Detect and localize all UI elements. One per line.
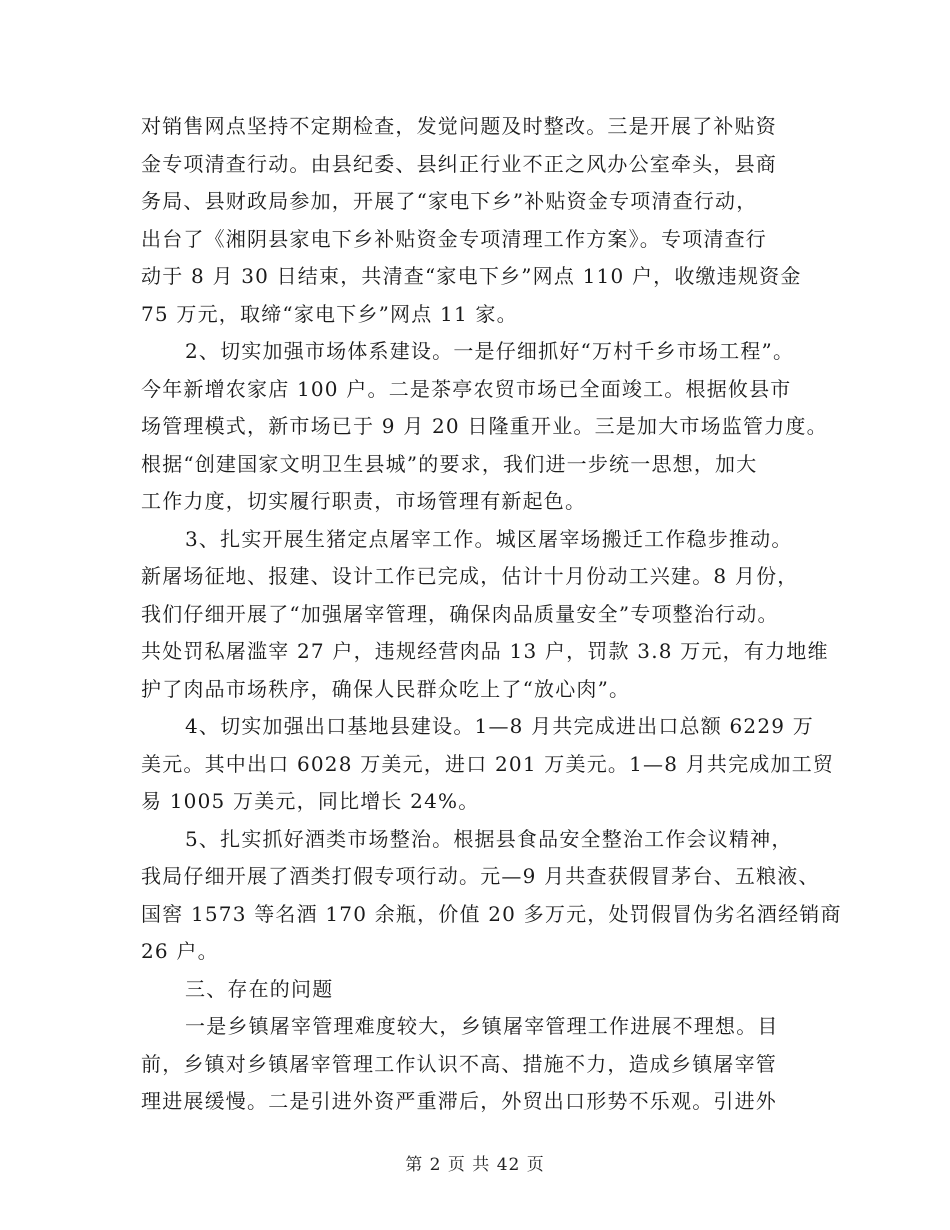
text-line: 易 1005 万美元，同比增长 24%。 — [141, 789, 480, 813]
text-line: 75 万元，取缔“家电下乡”网点 11 家。 — [141, 301, 518, 326]
text-line: 务局、县财政局参加，开展了“家电下乡”补贴资金专项清查行动， — [141, 189, 758, 213]
text-line: 三、存在的问题 — [185, 976, 334, 1001]
text-line: 工作力度，切实履行职责，市场管理有新起色。 — [141, 489, 587, 513]
text-line: 今年新增农家店 100 户。二是茶亭农贸市场已全面竣工。根据攸县市 — [141, 376, 792, 401]
text-line: 26 户。 — [141, 939, 219, 963]
text-line: 美元。其中出口 6028 万美元，进口 201 万美元。1—8 月共完成加工贸 — [141, 751, 835, 776]
text-line: 场管理模式，新市场已于 9 月 20 日隆重开业。三是加大市场监管力度。 — [141, 414, 828, 438]
text-line: 我局仔细开展了酒类打假专项行动。元—9 月共查获假冒茅台、五粮液、 — [141, 864, 820, 888]
text-line: 我们仔细开展了“加强屠宰管理，确保肉品质量安全”专项整治行动。 — [141, 601, 779, 626]
text-line: 4、切实加强出口基地县建设。1—8 月共完成进出口总额 6229 万 — [185, 714, 814, 738]
text-line: 一是乡镇屠宰管理难度较大，乡镇屠宰管理工作进展不理想。目 — [185, 1014, 779, 1038]
text-line: 出台了《湘阴县家电下乡补贴资金专项清理工作方案》。专项清查行 — [141, 226, 767, 251]
document-body — [141, 108, 842, 1121]
text-line: 国窖 1573 等名酒 170 余瓶，价值 20 多万元，处罚假冒伪劣名酒经销商 — [141, 901, 842, 926]
text-line: 3、扎实开展生猪定点屠宰工作。城区屠宰场搬迁工作稳步推动。 — [185, 526, 793, 551]
page-footer: 第 2 页 共 42 页 — [405, 1155, 545, 1175]
text-line: 护了肉品市场秩序，确保人民群众吃上了“放心肉”。 — [141, 676, 631, 701]
text-line: 对销售网点坚持不定期检查，发觉问题及时整改。三是开展了补贴资 — [141, 114, 777, 138]
text-line: 共处罚私屠滥宰 27 户，违规经营肉品 13 户，罚款 3.8 万元，有力地维 — [141, 639, 829, 663]
text-line: 金专项清查行动。由县纪委、县纠正行业不正之风办公室牵头，县商 — [141, 151, 777, 176]
text-line: 动于 8 月 30 日结束，共清查“家电下乡”网点 110 户，收缴违规资金 — [141, 264, 802, 288]
text-line: 理进展缓慢。二是引进外资严重滞后，外贸出口形势不乐观。引进外 — [141, 1089, 777, 1113]
text-line: 新屠场征地、报建、设计工作已完成，估计十月份动工兴建。8 月份， — [141, 564, 799, 588]
text-line: 前，乡镇对乡镇屠宰管理工作认识不高、措施不力，造成乡镇屠宰管 — [141, 1051, 777, 1076]
text-line: 2、切实加强市场体系建设。一是仔细抓好“万村千乡市场工程”。 — [185, 339, 795, 363]
text-line: 5、扎实抓好酒类市场整治。根据县食品安全整治工作会议精神， — [185, 826, 793, 851]
text-line: 根据“创建国家文明卫生县城”的要求，我们进一步统一思想，加大 — [141, 451, 758, 476]
